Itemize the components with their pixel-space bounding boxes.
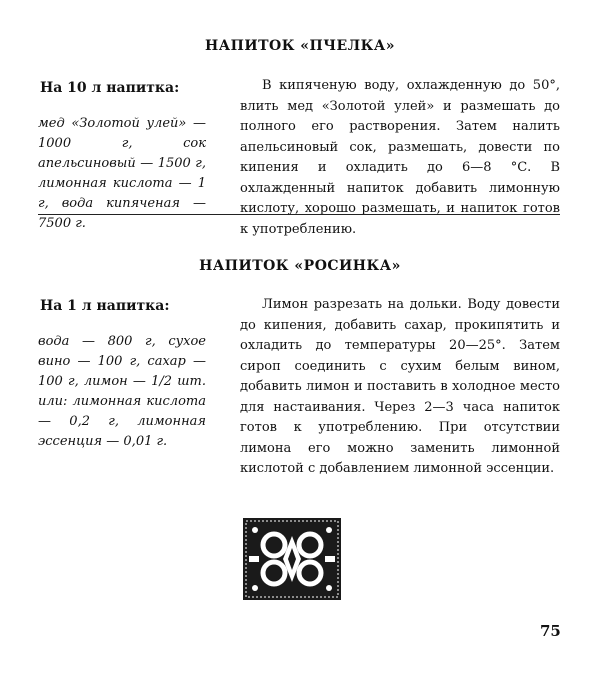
recipe1-title: НАПИТОК «ПЧЕЛКА»: [205, 38, 395, 54]
page-number: 75: [540, 622, 561, 640]
section-divider: [38, 214, 560, 215]
recipe2-ingredients: вода — 800 г, сухое вино — 100 г, сахар — 100 г, лимон — 1/2 шт. или: лимонная кислота — 0,2 г, лимонная эссенция — 0,01 г.: [38, 334, 206, 449]
recipe1-yield: На 10 л напитка:: [40, 80, 180, 96]
recipe2-yield: На 1 л напитка:: [40, 298, 170, 314]
recipe1-method: В кипяченую воду, охлажденную до 50°, влить мед «Золотой улей» и размешать до полного его растворения. Затем налить апельсиновый сок, размешать, довести по кипения и охладить до 6—8 °С. В охлажденный напиток добавить лимонную кислоту, хорошо размешать, и напиток готов к употреблению.: [240, 78, 560, 237]
recipe1-ingredients: мед «Золотой улей» — 1000 г, сок апельсиновый — 1500 г, лимонная кислота — 1 г, вода кипяченая — 7500 г.: [38, 116, 206, 231]
ornament-icon: [243, 518, 341, 600]
recipe2-method: Лимон разрезать на дольки. Воду довести до кипения, добавить сахар, прокипятить и охладить до температуры 20—25°. Затем сироп соединить с сухим белым вином, добавить лимон и поставить в холодное место для настаивания. Через 2—3 часа напиток готов к употреблению. При отсутствии лимона его можно заменить лимонной кислотой с добавлением лимонной эссенции.: [240, 297, 560, 476]
recipe2-title: НАПИТОК «РОСИНКА»: [199, 258, 401, 274]
